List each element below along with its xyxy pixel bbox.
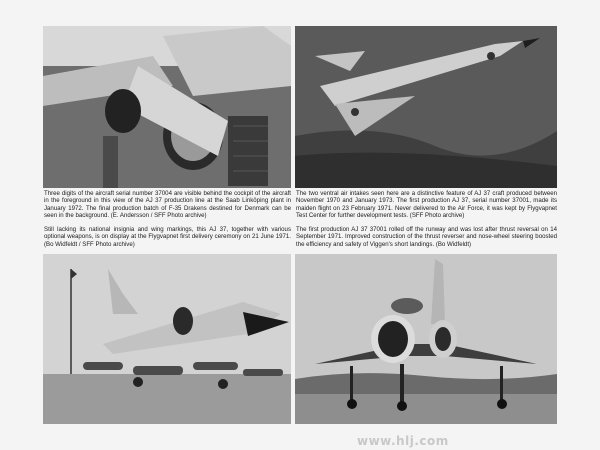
caption-delivery-ceremony: Still lacking its national insignia and wing markings, this AJ 37, together with various optional weapons, is on display at the Flygvapnet first delivery ceremony on 21 June 1971. (Bo Widfeldt / SFF Photo archive) <box>44 226 291 248</box>
caption-production-line: Three digits of the aircraft serial number 37004 are visible behind the cockpit of the aircraft in the foreground in this view of the AJ 37 production line at the Saab Linköping plant in January 1972. The final production batch of F-35 Drakens destined for Denmark can be seen in the background. (E. Andersson / SFF Photo archive) <box>44 190 291 219</box>
aircraft-in-flight-photo <box>295 26 557 188</box>
caption-ventral-intakes: The two ventral air intakes seen here are a distinctive feature of AJ 37 craft produced between November 1970 and January 1973. The first production AJ 37, serial number 37001, made its maiden flight on 23 February 1971. Never delivered to the Air Force, it was kept by Flygvapnet Test Center for further development tests. (SFF Photo archive) <box>296 190 557 219</box>
site-watermark: www.hlj.com <box>357 434 449 448</box>
aircraft-on-display-photo <box>43 254 291 424</box>
aircraft-front-view-photo <box>295 254 557 424</box>
production-line-photo <box>43 26 291 188</box>
caption-runway-loss: The first production AJ 37 37001 rolled off the runway and was lost after thrust reversal on 14 September 1971. Improved construction of the thrust reverser and nose-wheel steering boosted the efficiency and safety of Viggen's short landings. (Bo Widfeldt) <box>296 226 557 248</box>
